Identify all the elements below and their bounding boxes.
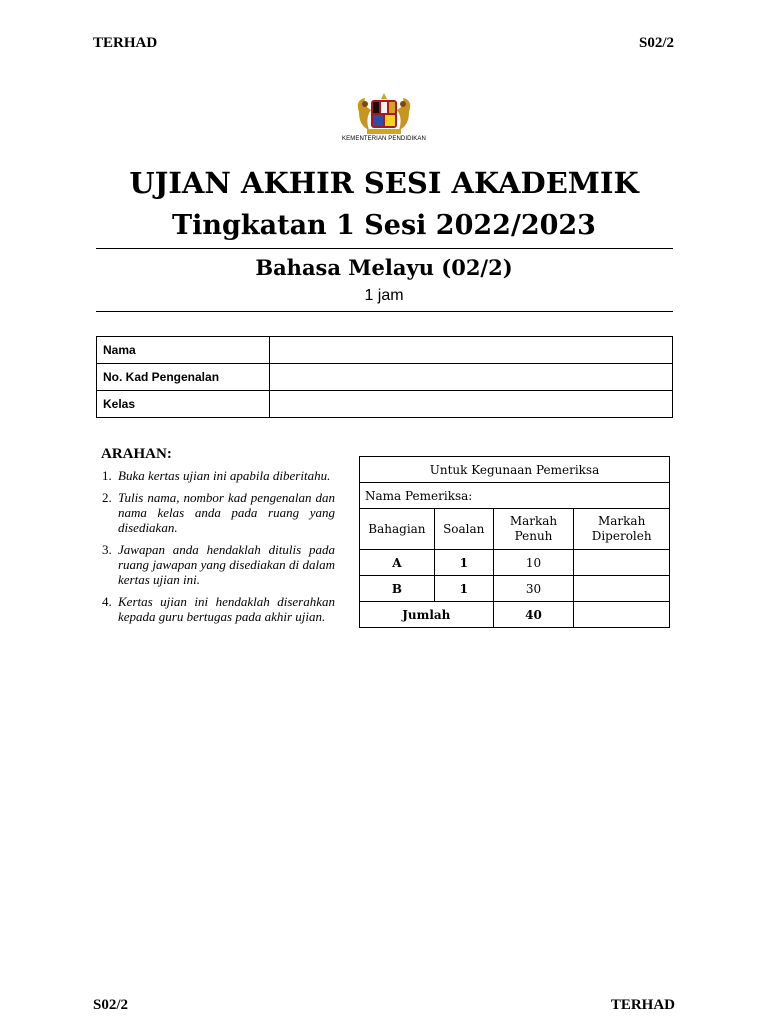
question-header: Soalan: [434, 509, 493, 550]
total-obtained-marks[interactable]: [574, 602, 670, 628]
instructions-heading: ARAHAN:: [101, 446, 172, 462]
obtained-marks-header: [574, 509, 670, 550]
total-label: Jumlah: [360, 602, 494, 628]
ic-number-field[interactable]: [270, 364, 673, 391]
instruction-item: [100, 490, 335, 535]
student-info-row: [97, 337, 673, 364]
exam-duration: 1 jam: [364, 287, 404, 304]
examiner-marks-table: [359, 456, 670, 628]
instruction-item: [100, 594, 335, 624]
section-cell: B: [360, 576, 435, 602]
ic-number-label: No. Kad Pengenalan: [97, 364, 270, 391]
header-right: S02/2: [638, 35, 674, 51]
table-row: [360, 550, 670, 576]
section-cell: A: [360, 550, 435, 576]
instruction-number: 3.: [102, 542, 112, 557]
footer-left: S02/2: [93, 997, 129, 1013]
question-cell: 1: [434, 550, 493, 576]
footer-right: TERHAD: [610, 997, 675, 1013]
examiner-use-title: Untuk Kegunaan Pemeriksa: [360, 457, 670, 483]
exam-title: UJIAN AKHIR SESI AKADEMIK: [129, 166, 639, 200]
examiner-name-label: Nama Pemeriksa:: [360, 483, 670, 509]
instructions-list: [100, 468, 335, 631]
obtained-marks-header-line1: Markah: [597, 514, 646, 528]
ministry-caption: KEMENTERIAN PENDIDIKAN: [342, 136, 426, 142]
title-divider-bottom: [96, 311, 673, 312]
instruction-number: 1.: [102, 468, 112, 483]
instruction-text: Tulis nama, nombor kad pengenalan dan nama kelas anda pada ruang yang disediakan.: [118, 490, 335, 535]
ministry-crest-logo: [351, 92, 417, 138]
student-info-row: [97, 364, 673, 391]
full-marks-header-line2: Penuh: [514, 529, 553, 543]
section-header: Bahagian: [360, 509, 435, 550]
exam-form-session: Tingkatan 1 Sesi 2022/2023: [172, 210, 596, 241]
name-field[interactable]: [270, 337, 673, 364]
total-full-marks: 40: [493, 602, 574, 628]
full-marks-header: [493, 509, 574, 550]
name-label: Nama: [97, 337, 270, 364]
table-row: [360, 576, 670, 602]
student-info-table: [96, 336, 673, 418]
class-field[interactable]: [270, 391, 673, 418]
instruction-number: 4.: [102, 594, 112, 609]
full-marks-header-line1: Markah: [509, 514, 558, 528]
total-row: [360, 602, 670, 628]
full-marks-cell: 30: [493, 576, 574, 602]
question-cell: 1: [434, 576, 493, 602]
instruction-number: 2.: [102, 490, 112, 505]
obtained-marks-cell[interactable]: [574, 576, 670, 602]
title-divider-top: [96, 248, 673, 249]
obtained-marks-header-line2: Diperoleh: [591, 529, 652, 543]
student-info-row: [97, 391, 673, 418]
instruction-text: Kertas ujian ini hendaklah diserahkan kepada guru bertugas pada akhir ujian.: [118, 594, 335, 624]
instruction-item: [100, 542, 335, 587]
obtained-marks-cell[interactable]: [574, 550, 670, 576]
subject-title: Bahasa Melayu (02/2): [255, 255, 513, 280]
instruction-text: Jawapan anda hendaklah ditulis pada ruang jawapan yang disediakan di dalam kertas ujian ini.: [118, 542, 335, 587]
instruction-text: Buka kertas ujian ini apabila diberitahu.: [118, 468, 331, 483]
header-left: TERHAD: [93, 35, 158, 51]
full-marks-cell: 10: [493, 550, 574, 576]
class-label: Kelas: [97, 391, 270, 418]
instruction-item: [100, 468, 335, 483]
